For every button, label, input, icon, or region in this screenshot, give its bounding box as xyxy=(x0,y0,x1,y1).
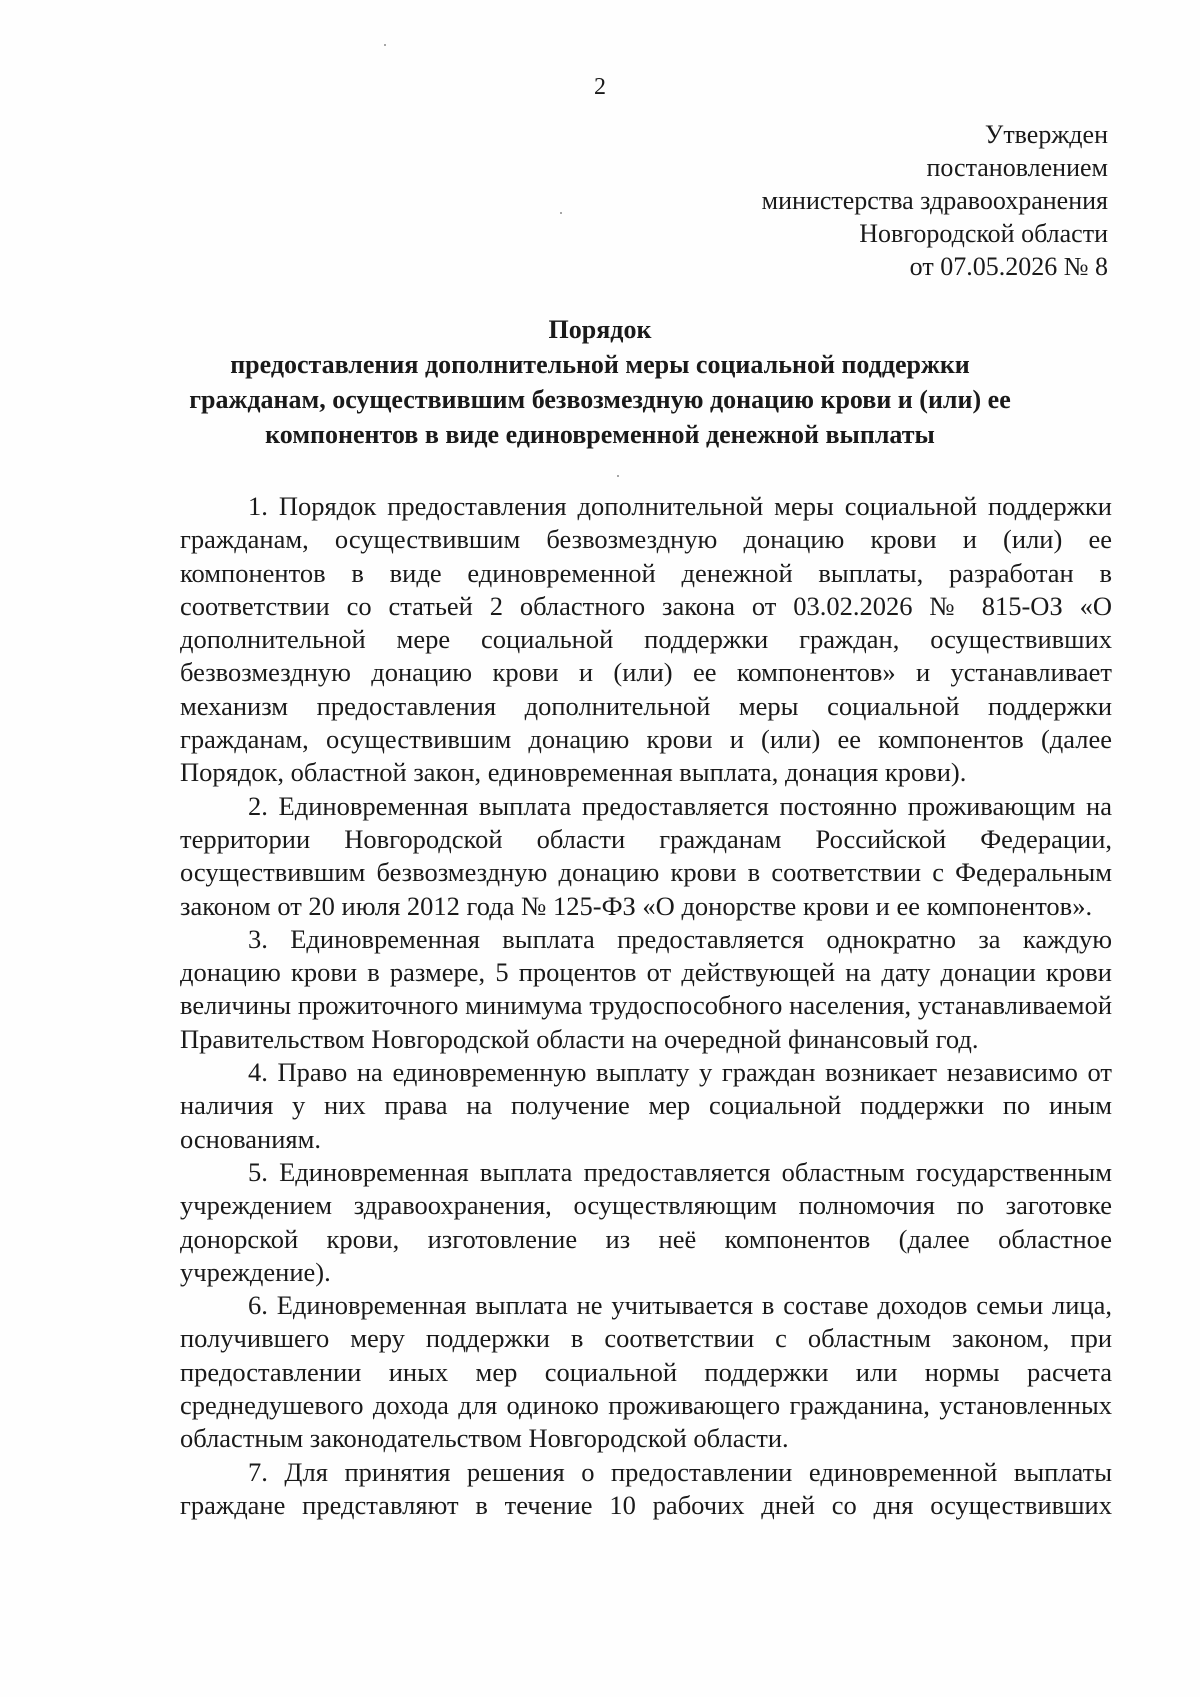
document-title xyxy=(120,312,1080,452)
paragraph-7: 7. Для принятия решения о предоставлении единовременной выплаты граждане представляют в течение 10 рабочих дней со дня осуществивших xyxy=(180,1456,1112,1520)
approval-line: Утвержден xyxy=(984,120,1108,149)
approval-line: Новгородской области xyxy=(859,219,1108,248)
scan-speck xyxy=(560,212,562,214)
paragraph-6: 6. Единовременная выплата не учитывается в составе доходов семьи лица, получившего меру поддержки в соответствии с областным законом, при предоставлении иных мер социальной поддержки или нормы расчета среднедушевого дохода для одиноко проживающего гражданина, установленных областным законодательством Новгородской области. xyxy=(180,1290,1112,1454)
scan-speck xyxy=(617,475,619,477)
scan-speck xyxy=(384,44,386,46)
title-line: предоставления дополнительной меры социальной поддержки xyxy=(230,350,970,379)
paragraph-4: 4. Право на единовременную выплату у граждан возникает независимо от наличия у них права на получение мер социальной поддержки по иным основаниям. xyxy=(180,1057,1112,1154)
approval-stamp xyxy=(762,118,1108,283)
page-number: 2 xyxy=(594,74,606,100)
approval-date-number: от 07.05.2026 № 8 xyxy=(909,252,1108,281)
paragraph-5: 5. Единовременная выплата предоставляется областным государственным учреждением здравоохранения, осуществляющим полномочия по заготовке донорской крови, изготовление из неё компонентов (далее областное учреждение). xyxy=(180,1156,1112,1287)
title-line: Порядок xyxy=(548,315,652,344)
approval-line: постановлением xyxy=(926,153,1108,182)
paragraph-3: 3. Единовременная выплата предоставляется однократно за каждую донацию крови в размере, 5 процентов от действующей на дату донации крови величины прожиточного минимума трудоспособного населения, устанавливаемой Правительством Новгородской области на очередной финансовый год. xyxy=(180,923,1112,1054)
approval-line: министерства здравоохранения xyxy=(761,186,1108,215)
document-body xyxy=(180,490,1112,1522)
paragraph-1: 1. Порядок предоставления дополнительной меры социальной поддержки гражданам, осуществившим безвозмездную донацию крови и (или) ее компонентов в виде единовременной денежной выплаты, разработан в соответствии со статьей 2 областного закона от 03.02.2026 № 815-ОЗ «О дополнительной мере социальной поддержки граждан, осуществивших безвозмездную донацию крови и (или) ее компонентов» и устанавливает механизм предоставления дополнительной меры социальной поддержки гражданам, осуществившим донацию крови и (или) ее компонентов (далее Порядок, областной закон, единовременная выплата, донация крови). xyxy=(180,491,1112,788)
title-line: компонентов в виде единовременной денежной выплаты xyxy=(265,420,935,449)
title-line: гражданам, осуществившим безвозмездную донацию крови и (или) ее xyxy=(189,385,1011,414)
paragraph-2: 2. Единовременная выплата предоставляется постоянно проживающим на территории Новгородской области гражданам Российской Федерации, осуществившим безвозмездную донацию крови в соответствии с Федеральным законом от 20 июля 2012 года № 125-ФЗ «О донорстве крови и ее компонентов». xyxy=(180,790,1112,921)
